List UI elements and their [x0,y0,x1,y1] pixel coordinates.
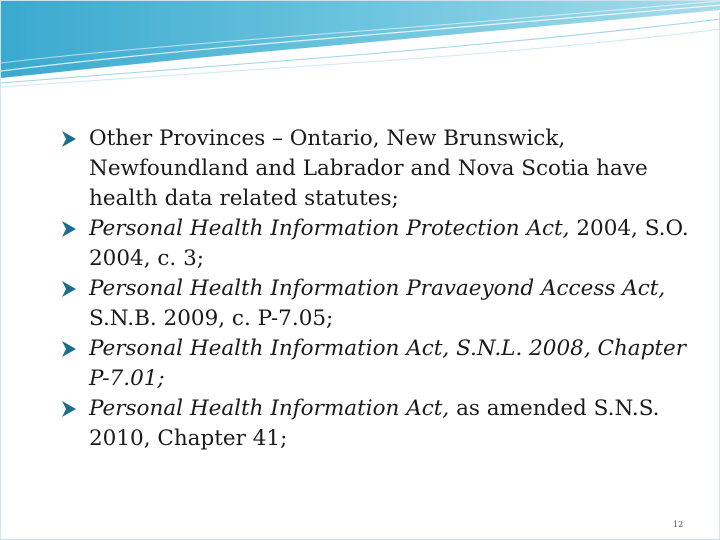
arrow-bullet-icon [59,399,79,419]
list-item [59,214,699,274]
statute-title: Personal Health Information Pravaeyond Access Act, [89,276,666,301]
arrow-bullet-icon [59,339,79,359]
header-wave-decoration [1,1,720,91]
bullet-text: Other Provinces – Ontario, New Brunswick, Newfoundland and Labrador and Nova Scotia have health data related statutes; [89,126,648,211]
arrow-bullet-icon [59,129,79,149]
list-item [59,394,699,454]
arrow-bullet-icon [59,219,79,239]
list-item [59,274,699,334]
statute-title: Personal Health Information Act, [89,336,450,361]
arrow-bullet-icon [59,279,79,299]
statute-citation: 2004, S.O. 2004, c. 3; [89,216,689,271]
statute-citation: S.N.L. 2008, Chapter P-7.01; [89,336,687,391]
statute-title: Personal Health Information Protection Act, [89,216,570,241]
statute-citation: S.N.B. 2009, c. P-7.05; [89,306,334,331]
page-number: 12 [673,520,684,529]
list-item [59,334,699,394]
statute-citation: as amended S.N.S. 2010, Chapter 41; [89,396,660,451]
list-item [59,124,699,214]
bullet-list [59,124,699,454]
statute-title: Personal Health Information Act, [89,396,450,421]
